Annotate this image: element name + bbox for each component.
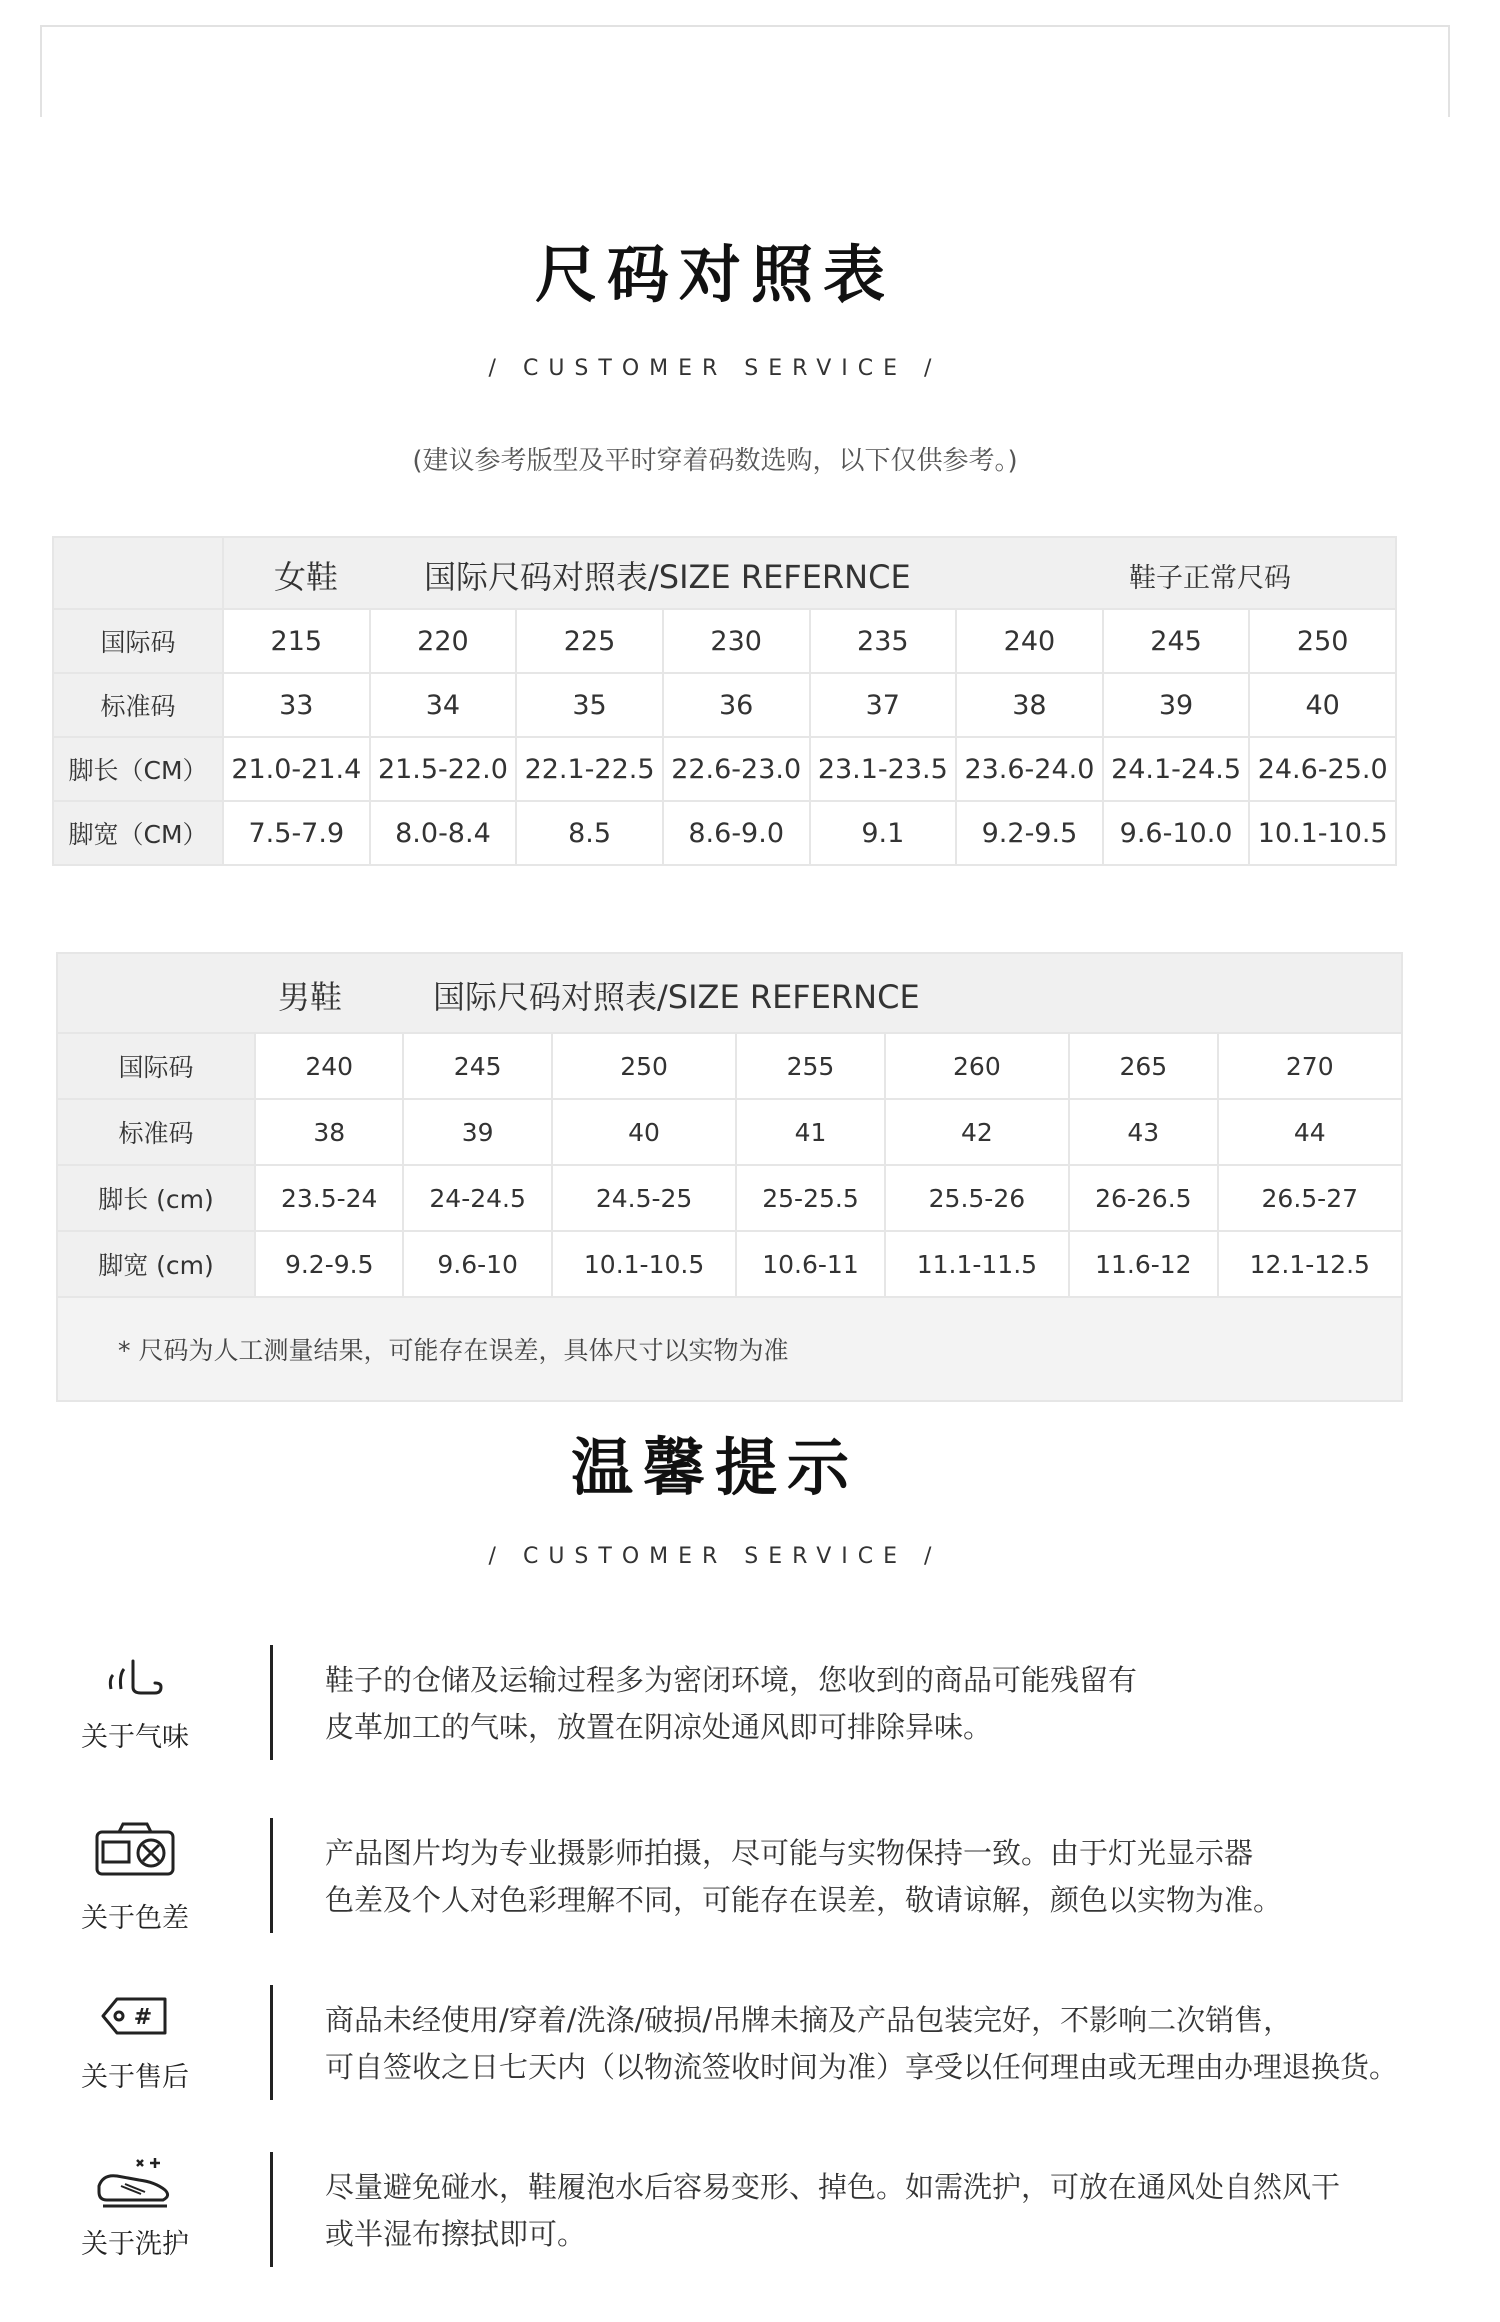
tip-color-line: 产品图片均为专业摄影师拍摄，尽可能与实物保持一致。由于灯光显示器: [325, 1836, 1254, 1870]
tip-aftersales-divider: [270, 1985, 273, 2100]
men-row-standard: [57, 1099, 1402, 1165]
tip-color-divider: [270, 1818, 273, 1933]
men-row-intl: [57, 1033, 1402, 1099]
tip-aftersales-line: 商品未经使用/穿着/洗涤/破损/吊牌未摘及产品包装完好，不影响二次销售，: [325, 2003, 1293, 2037]
men-standard-size-cell: 41: [736, 1099, 884, 1165]
women-foot-width-cell: 8.5: [516, 801, 663, 865]
women-table-heading: 国际尺码对照表/SIZE REFERNCE: [424, 558, 911, 596]
men-standard-size-cell: 40: [552, 1099, 736, 1165]
men-foot-length-cell: 25-25.5: [736, 1165, 884, 1231]
men-intl-size-label: 国际码: [57, 1033, 255, 1099]
tip-color-text: [325, 1830, 1435, 1924]
tip-color: [60, 1818, 1420, 1938]
men-standard-size-cell: 39: [403, 1099, 551, 1165]
tip-color-line: 色差及个人对色彩理解不同，可能存在误差，敬请谅解，颜色以实物为准。: [325, 1883, 1283, 1917]
size-chart-note: (建议参考版型及平时穿着码数选购，以下仅供参考。): [412, 446, 1018, 476]
tip-washing-line: 尽量避免碰水，鞋履泡水后容易变形、掉色。如需洗护，可放在通风处自然风干: [325, 2170, 1341, 2204]
men-standard-size-label: 标准码: [57, 1099, 255, 1165]
tip-washing-divider: [270, 2152, 273, 2267]
men-table-heading: 国际尺码对照表/SIZE REFERNCE: [433, 978, 920, 1016]
tip-aftersales-label: 关于售后: [81, 2062, 189, 2093]
size-chart-subtitle: / CUSTOMER SERVICE /: [488, 356, 942, 381]
women-size-table: [52, 536, 1397, 866]
women-table-header: [53, 537, 1396, 609]
women-foot-length-cell: 24.1-24.5: [1103, 737, 1250, 801]
women-intl-size-cell: 225: [516, 609, 663, 673]
women-header-spacer: [53, 537, 223, 609]
men-foot-length-cell: 24.5-25: [552, 1165, 736, 1231]
women-right-note: 鞋子正常尺码: [1129, 563, 1291, 594]
women-foot-width-cell: 9.2-9.5: [956, 801, 1103, 865]
men-intl-size-cell: 255: [736, 1033, 884, 1099]
size-chart-title: 尺码对照表: [534, 238, 895, 311]
tips-subtitle: / CUSTOMER SERVICE /: [488, 1544, 942, 1569]
men-row-foot-length: [57, 1165, 1402, 1231]
men-intl-size-cell: 245: [403, 1033, 551, 1099]
odor-icon: [90, 1645, 180, 1707]
women-header-cell: [223, 537, 1396, 609]
tip-washing-text: [325, 2164, 1435, 2258]
men-foot-width-cell: 11.6-12: [1069, 1231, 1217, 1297]
women-foot-width-cell: 9.1: [810, 801, 957, 865]
women-row-intl: [53, 609, 1396, 673]
tip-washing-label: 关于洗护: [81, 2229, 189, 2260]
women-foot-length-cell: 23.1-23.5: [810, 737, 957, 801]
men-row-foot-width: [57, 1231, 1402, 1297]
tag-icon: [90, 1985, 180, 2047]
women-standard-size-cell: 35: [516, 673, 663, 737]
men-foot-width-cell: 10.6-11: [736, 1231, 884, 1297]
women-row-standard: [53, 673, 1396, 737]
men-category: 男鞋: [278, 978, 343, 1016]
men-intl-size-cell: 260: [885, 1033, 1069, 1099]
men-footnote: * 尺码为人工测量结果，可能存在误差，具体尺寸以实物为准: [57, 1297, 1402, 1401]
top-frame: [40, 25, 1450, 117]
tip-odor-divider: [270, 1645, 273, 1760]
men-footnote-row: [57, 1297, 1402, 1401]
women-standard-size-cell: 34: [370, 673, 517, 737]
men-foot-length-cell: 26.5-27: [1218, 1165, 1402, 1231]
men-standard-size-cell: 42: [885, 1099, 1069, 1165]
women-foot-length-cell: 21.5-22.0: [370, 737, 517, 801]
men-standard-size-cell: 43: [1069, 1099, 1217, 1165]
women-foot-length-cell: 22.1-22.5: [516, 737, 663, 801]
women-row-foot-width: [53, 801, 1396, 865]
men-foot-width-cell: 11.1-11.5: [885, 1231, 1069, 1297]
men-intl-size-cell: 265: [1069, 1033, 1217, 1099]
tip-washing: [60, 2152, 1420, 2272]
men-foot-width-label: 脚宽 (cm): [57, 1231, 255, 1297]
women-intl-size-cell: 245: [1103, 609, 1250, 673]
svg-text:#: #: [133, 2005, 153, 2030]
men-foot-width-cell: 9.2-9.5: [255, 1231, 403, 1297]
men-intl-size-cell: 270: [1218, 1033, 1402, 1099]
women-foot-width-label: 脚宽（CM）: [53, 801, 223, 865]
women-intl-size-cell: 250: [1249, 609, 1396, 673]
men-foot-length-cell: 24-24.5: [403, 1165, 551, 1231]
women-intl-size-cell: 215: [223, 609, 370, 673]
men-standard-size-cell: 44: [1218, 1099, 1402, 1165]
men-foot-length-cell: 25.5-26: [885, 1165, 1069, 1231]
men-header-cell: [57, 953, 1402, 1033]
women-intl-size-cell: 220: [370, 609, 517, 673]
women-foot-length-cell: 22.6-23.0: [663, 737, 810, 801]
women-intl-size-cell: 240: [956, 609, 1103, 673]
men-standard-size-cell: 38: [255, 1099, 403, 1165]
women-standard-size-cell: 37: [810, 673, 957, 737]
men-foot-width-cell: 9.6-10: [403, 1231, 551, 1297]
women-standard-size-cell: 36: [663, 673, 810, 737]
women-foot-length-cell: 21.0-21.4: [223, 737, 370, 801]
men-foot-width-cell: 10.1-10.5: [552, 1231, 736, 1297]
tip-odor: [60, 1645, 1420, 1765]
camera-icon: [90, 1818, 180, 1880]
women-foot-length-cell: 24.6-25.0: [1249, 737, 1396, 801]
tips-title: 温馨提示: [570, 1431, 859, 1504]
men-foot-width-cell: 12.1-12.5: [1218, 1231, 1402, 1297]
women-foot-length-label: 脚长（CM）: [53, 737, 223, 801]
tip-aftersales-line: 可自签收之日七天内（以物流签收时间为准）享受以任何理由或无理由办理退换货。: [325, 2050, 1399, 2084]
women-standard-size-cell: 40: [1249, 673, 1396, 737]
women-category: 女鞋: [274, 558, 339, 596]
men-foot-length-cell: 26-26.5: [1069, 1165, 1217, 1231]
men-foot-length-cell: 23.5-24: [255, 1165, 403, 1231]
tip-color-label: 关于色差: [81, 1903, 189, 1934]
women-foot-width-cell: 10.1-10.5: [1249, 801, 1396, 865]
men-table-header: [57, 953, 1402, 1033]
women-standard-size-cell: 39: [1103, 673, 1250, 737]
women-standard-size-cell: 33: [223, 673, 370, 737]
men-size-table: [56, 952, 1403, 1402]
women-foot-width-cell: 8.0-8.4: [370, 801, 517, 865]
men-intl-size-cell: 240: [255, 1033, 403, 1099]
men-intl-size-cell: 250: [552, 1033, 736, 1099]
tip-washing-line: 或半湿布擦拭即可。: [325, 2217, 587, 2251]
women-standard-size-cell: 38: [956, 673, 1103, 737]
tip-aftersales: [60, 1985, 1420, 2105]
women-foot-width-cell: 9.6-10.0: [1103, 801, 1250, 865]
women-row-foot-length: [53, 737, 1396, 801]
tip-odor-line: 皮革加工的气味，放置在阴凉处通风即可排除异味。: [325, 1710, 993, 1744]
tip-odor-label: 关于气味: [81, 1722, 189, 1753]
wash-icon: [90, 2152, 180, 2214]
women-standard-size-label: 标准码: [53, 673, 223, 737]
women-foot-width-cell: 7.5-7.9: [223, 801, 370, 865]
women-foot-width-cell: 8.6-9.0: [663, 801, 810, 865]
women-intl-size-cell: 235: [810, 609, 957, 673]
women-intl-size-cell: 230: [663, 609, 810, 673]
men-foot-length-label: 脚长 (cm): [57, 1165, 255, 1231]
tip-odor-text: [325, 1657, 1435, 1751]
women-intl-size-label: 国际码: [53, 609, 223, 673]
women-foot-length-cell: 23.6-24.0: [956, 737, 1103, 801]
tip-aftersales-text: [325, 1997, 1435, 2091]
tip-odor-line: 鞋子的仓储及运输过程多为密闭环境，您收到的商品可能残留有: [325, 1663, 1138, 1697]
